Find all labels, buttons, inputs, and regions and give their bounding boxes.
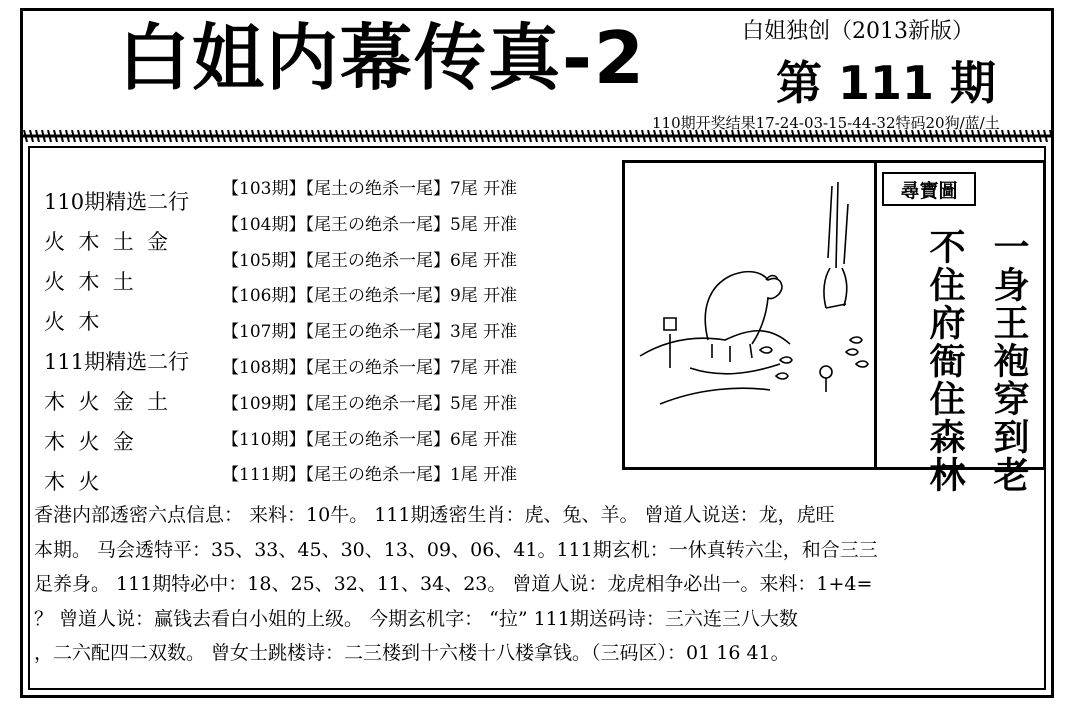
tail-kill-list bbox=[222, 172, 517, 494]
page-title: 白姐内幕传真-2 bbox=[118, 16, 646, 100]
list-item: 【110期】【尾王の绝杀一尾】6尾 开准 bbox=[222, 429, 518, 450]
riddle-line-1: 一身王袍穿到老 bbox=[988, 228, 1029, 494]
list-item: 【104期】【尾王の绝杀一尾】5尾 开准 bbox=[222, 214, 518, 235]
list-item: 木 火 金 土 bbox=[44, 390, 169, 414]
issue-number: 第 111 期 bbox=[776, 56, 997, 110]
element-picks-column bbox=[44, 182, 189, 502]
list-item: 木 火 金 bbox=[44, 430, 134, 454]
list-item: 【105期】【尾王の绝杀一尾】6尾 开准 bbox=[222, 250, 518, 271]
list-item: 【111期】【尾王の绝杀一尾】1尾 开准 bbox=[222, 465, 518, 486]
list-item: 【103期】【尾土の绝杀一尾】7尾 开准 bbox=[222, 179, 518, 199]
treasure-illustration bbox=[630, 168, 870, 464]
list-item: 110期精选二行 bbox=[44, 190, 190, 214]
treasure-divider bbox=[874, 160, 877, 470]
list-item: 【106期】【尾王の绝杀一尾】9尾 开准 bbox=[222, 286, 518, 307]
list-item: 火 木 bbox=[44, 310, 100, 334]
info-line: ，二六配四二双数。 曾女士跳楼诗：二三楼到十六楼十八楼拿钱。（三码区）：01 16 41。 bbox=[34, 642, 790, 664]
list-item: 火 木 土 bbox=[44, 270, 134, 294]
list-item: 111期精选二行 bbox=[44, 350, 190, 374]
info-line: ？ 曾道人说：赢钱去看白小姐的上级。 今期玄机字： “拉” 111期送码诗：三六连三八大数 bbox=[34, 607, 798, 630]
info-line: 足养身。 111期特必中：18、25、32、11、34、23。 曾道人说：龙虎相争必出一。来料：1+4= bbox=[34, 573, 873, 595]
riddle-line-2: 不住府衙住森林 bbox=[924, 228, 965, 494]
info-line: 香港内部透密六点信息： 来料：10牛。 111期透密生肖：虎、兔、羊。 曾道人说送：龙，虎旺 bbox=[34, 504, 835, 526]
list-item: 木 火 bbox=[44, 470, 100, 494]
zigzag-divider bbox=[22, 130, 1054, 142]
list-item: 【108期】【尾王の绝杀一尾】7尾 开准 bbox=[222, 357, 518, 378]
edition-badge: 白姐独创（2013新版） bbox=[742, 19, 974, 44]
treasure-map-tag: 尋寶圖 bbox=[882, 172, 976, 206]
draw-result: 110期开奖结果17-24-03-15-44-32特码20狗/蓝/土 bbox=[652, 114, 1000, 132]
info-paragraph bbox=[34, 498, 1044, 671]
info-line: 本期。 马会透特平：35、33、45、30、13、09、06、41。111期玄机：一休真转六尘，和合三三 bbox=[34, 538, 878, 561]
list-item: 【107期】【尾王の绝杀一尾】3尾 开准 bbox=[222, 322, 518, 343]
list-item: 【109期】【尾王の绝杀一尾】5尾 开准 bbox=[222, 393, 518, 414]
list-item: 火 木 土 金 bbox=[44, 230, 169, 254]
